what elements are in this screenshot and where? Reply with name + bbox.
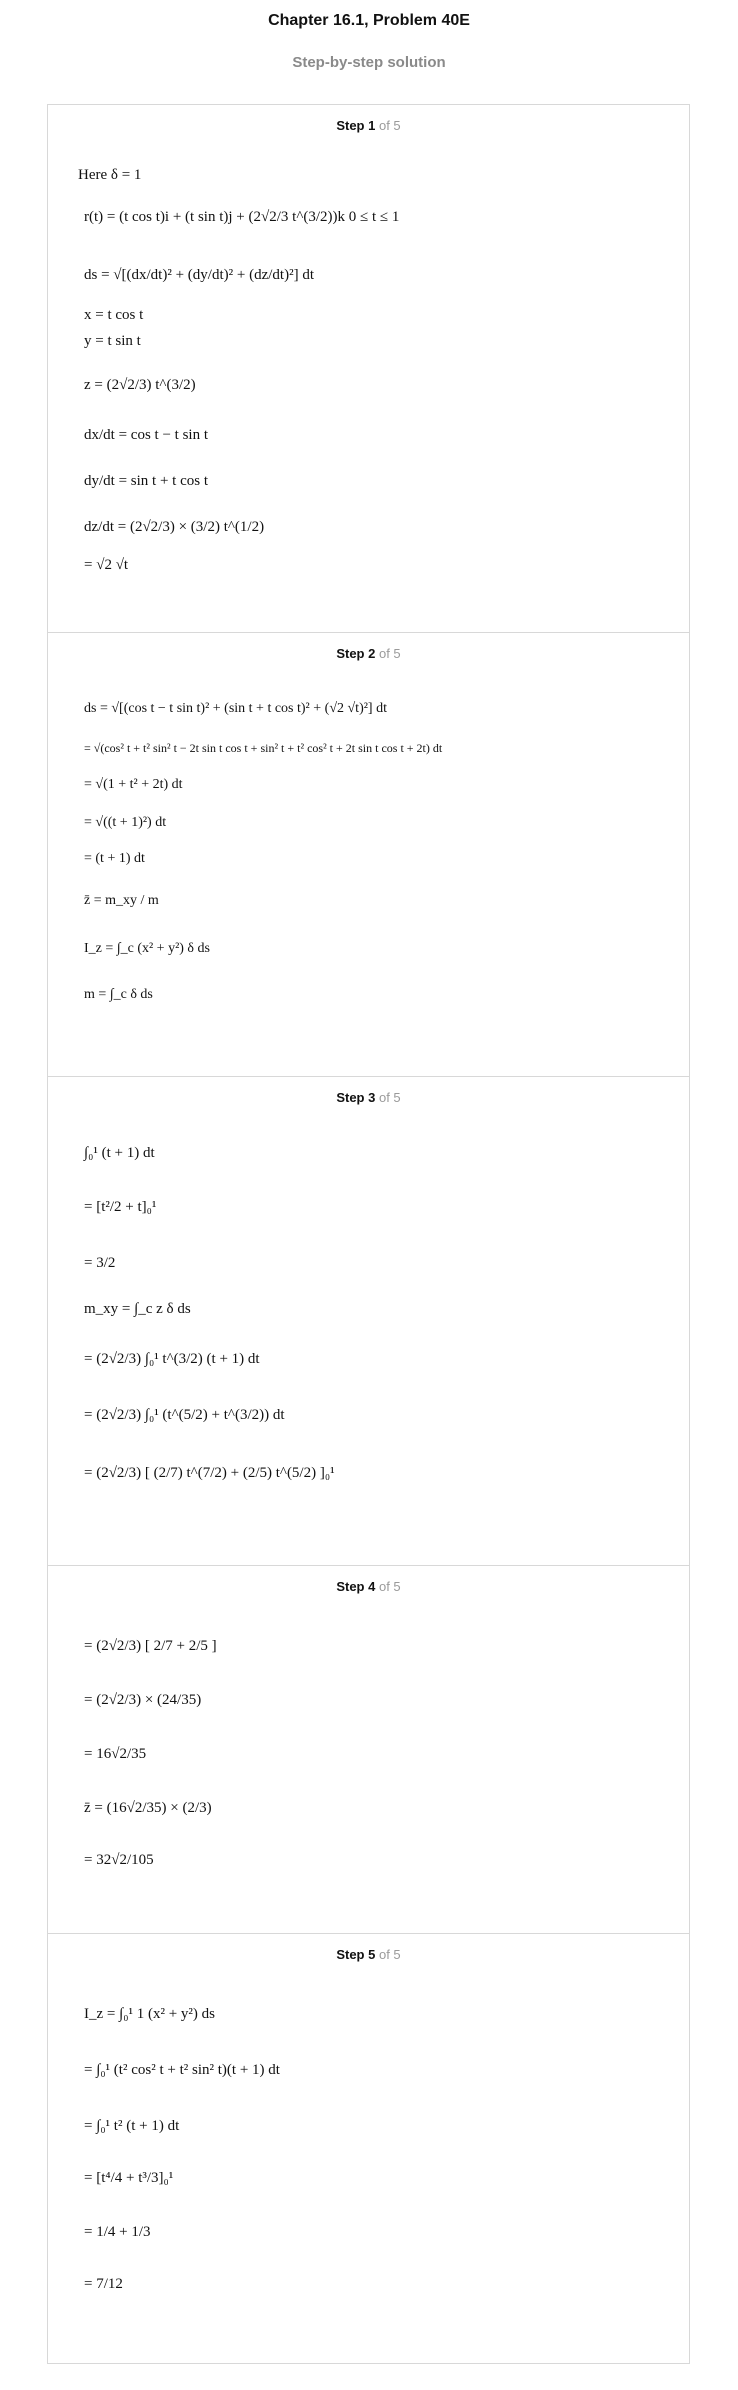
math-line: = 16√2/35 — [84, 1746, 147, 1762]
math-line: y = t sin t — [84, 333, 141, 349]
math-line: ∫₀¹ (t + 1) dt — [84, 1145, 155, 1161]
math-line: = (t + 1) dt — [84, 851, 145, 866]
math-line: I_z = ∫₀¹ 1 (x² + y²) ds — [84, 2006, 215, 2022]
step-of: of 5 — [378, 1947, 401, 1962]
step-card-4 — [47, 1565, 690, 1934]
page-title: Chapter 16.1, Problem 40E — [268, 12, 470, 29]
math-line: = √2 √t — [84, 557, 129, 573]
math-line: = 32√2/105 — [84, 1852, 154, 1868]
step-card-1 — [47, 104, 690, 633]
math-line: x = t cos t — [84, 307, 144, 323]
step-label: Step 2 — [336, 646, 376, 661]
step-header — [48, 118, 689, 133]
step-label: Step 4 — [336, 1579, 376, 1594]
math-line: = ∫₀¹ t² (t + 1) dt — [84, 2118, 180, 2134]
math-line: = 7/12 — [84, 2276, 123, 2292]
math-line: dz/dt = (2√2/3) × (3/2) t^(1/2) — [84, 519, 265, 535]
math-line: Here δ = 1 — [78, 167, 142, 183]
step-header — [48, 1579, 689, 1594]
math-line: ds = √[(cos t − t sin t)² + (sin t + t cos t)² + (√2 √t)²] dt — [84, 701, 387, 716]
math-line: I_z = ∫_c (x² + y²) δ ds — [84, 941, 210, 956]
step-card-2 — [47, 632, 690, 1077]
math-line: = (2√2/3) [ 2/7 + 2/5 ] — [84, 1638, 217, 1654]
math-line: = [t⁴/4 + t³/3]₀¹ — [84, 2170, 174, 2186]
math-line: = (2√2/3) ∫₀¹ (t^(5/2) + t^(3/2)) dt — [84, 1407, 285, 1423]
step-card-5 — [47, 1933, 690, 2364]
math-line: = (2√2/3) × (24/35) — [84, 1692, 202, 1708]
math-line: = √((t + 1)²) dt — [84, 815, 167, 830]
step-label: Step 3 — [336, 1090, 376, 1105]
math-line: z̄ = (16√2/35) × (2/3) — [84, 1800, 212, 1816]
math-line: = ∫₀¹ (t² cos² t + t² sin² t)(t + 1) dt — [84, 2062, 280, 2078]
step-header — [48, 646, 689, 661]
step-of: of 5 — [378, 646, 401, 661]
math-line: z = (2√2/3) t^(3/2) — [84, 377, 196, 393]
step-of: of 5 — [378, 118, 401, 133]
step-header — [48, 1947, 689, 1962]
math-line: = 1/4 + 1/3 — [84, 2224, 151, 2240]
math-line: ds = √[(dx/dt)² + (dy/dt)² + (dz/dt)²] dt — [84, 267, 314, 283]
math-line: = √(1 + t² + 2t) dt — [84, 777, 183, 792]
step-of: of 5 — [378, 1579, 401, 1594]
math-line: = 3/2 — [84, 1255, 116, 1271]
step-header — [48, 1090, 689, 1105]
math-line: = (2√2/3) [ (2/7) t^(7/2) + (2/5) t^(5/2) ]₀¹ — [84, 1465, 335, 1481]
math-line: = (2√2/3) ∫₀¹ t^(3/2) (t + 1) dt — [84, 1351, 260, 1367]
math-line: m = ∫_c δ ds — [84, 987, 153, 1002]
step-of: of 5 — [378, 1090, 401, 1105]
step-label: Step 1 — [336, 118, 376, 133]
step-card-3 — [47, 1076, 690, 1566]
math-line: dx/dt = cos t − t sin t — [84, 427, 209, 443]
page-subtitle: Step-by-step solution — [292, 54, 446, 71]
step-label: Step 5 — [336, 1947, 376, 1962]
math-line: = [t²/2 + t]₀¹ — [84, 1199, 157, 1215]
math-line: m_xy = ∫_c z δ ds — [84, 1301, 191, 1317]
math-line: dy/dt = sin t + t cos t — [84, 473, 209, 489]
math-line: r(t) = (t cos t)i + (t sin t)j + (2√2/3 t^(3/2))k 0 ≤ t ≤ 1 — [84, 209, 400, 225]
math-line: z̄ = m_xy / m — [84, 893, 159, 908]
math-line: = √(cos² t + t² sin² t − 2t sin t cos t + sin² t + t² cos² t + 2t sin t cos t + 2t) dt — [84, 741, 443, 755]
